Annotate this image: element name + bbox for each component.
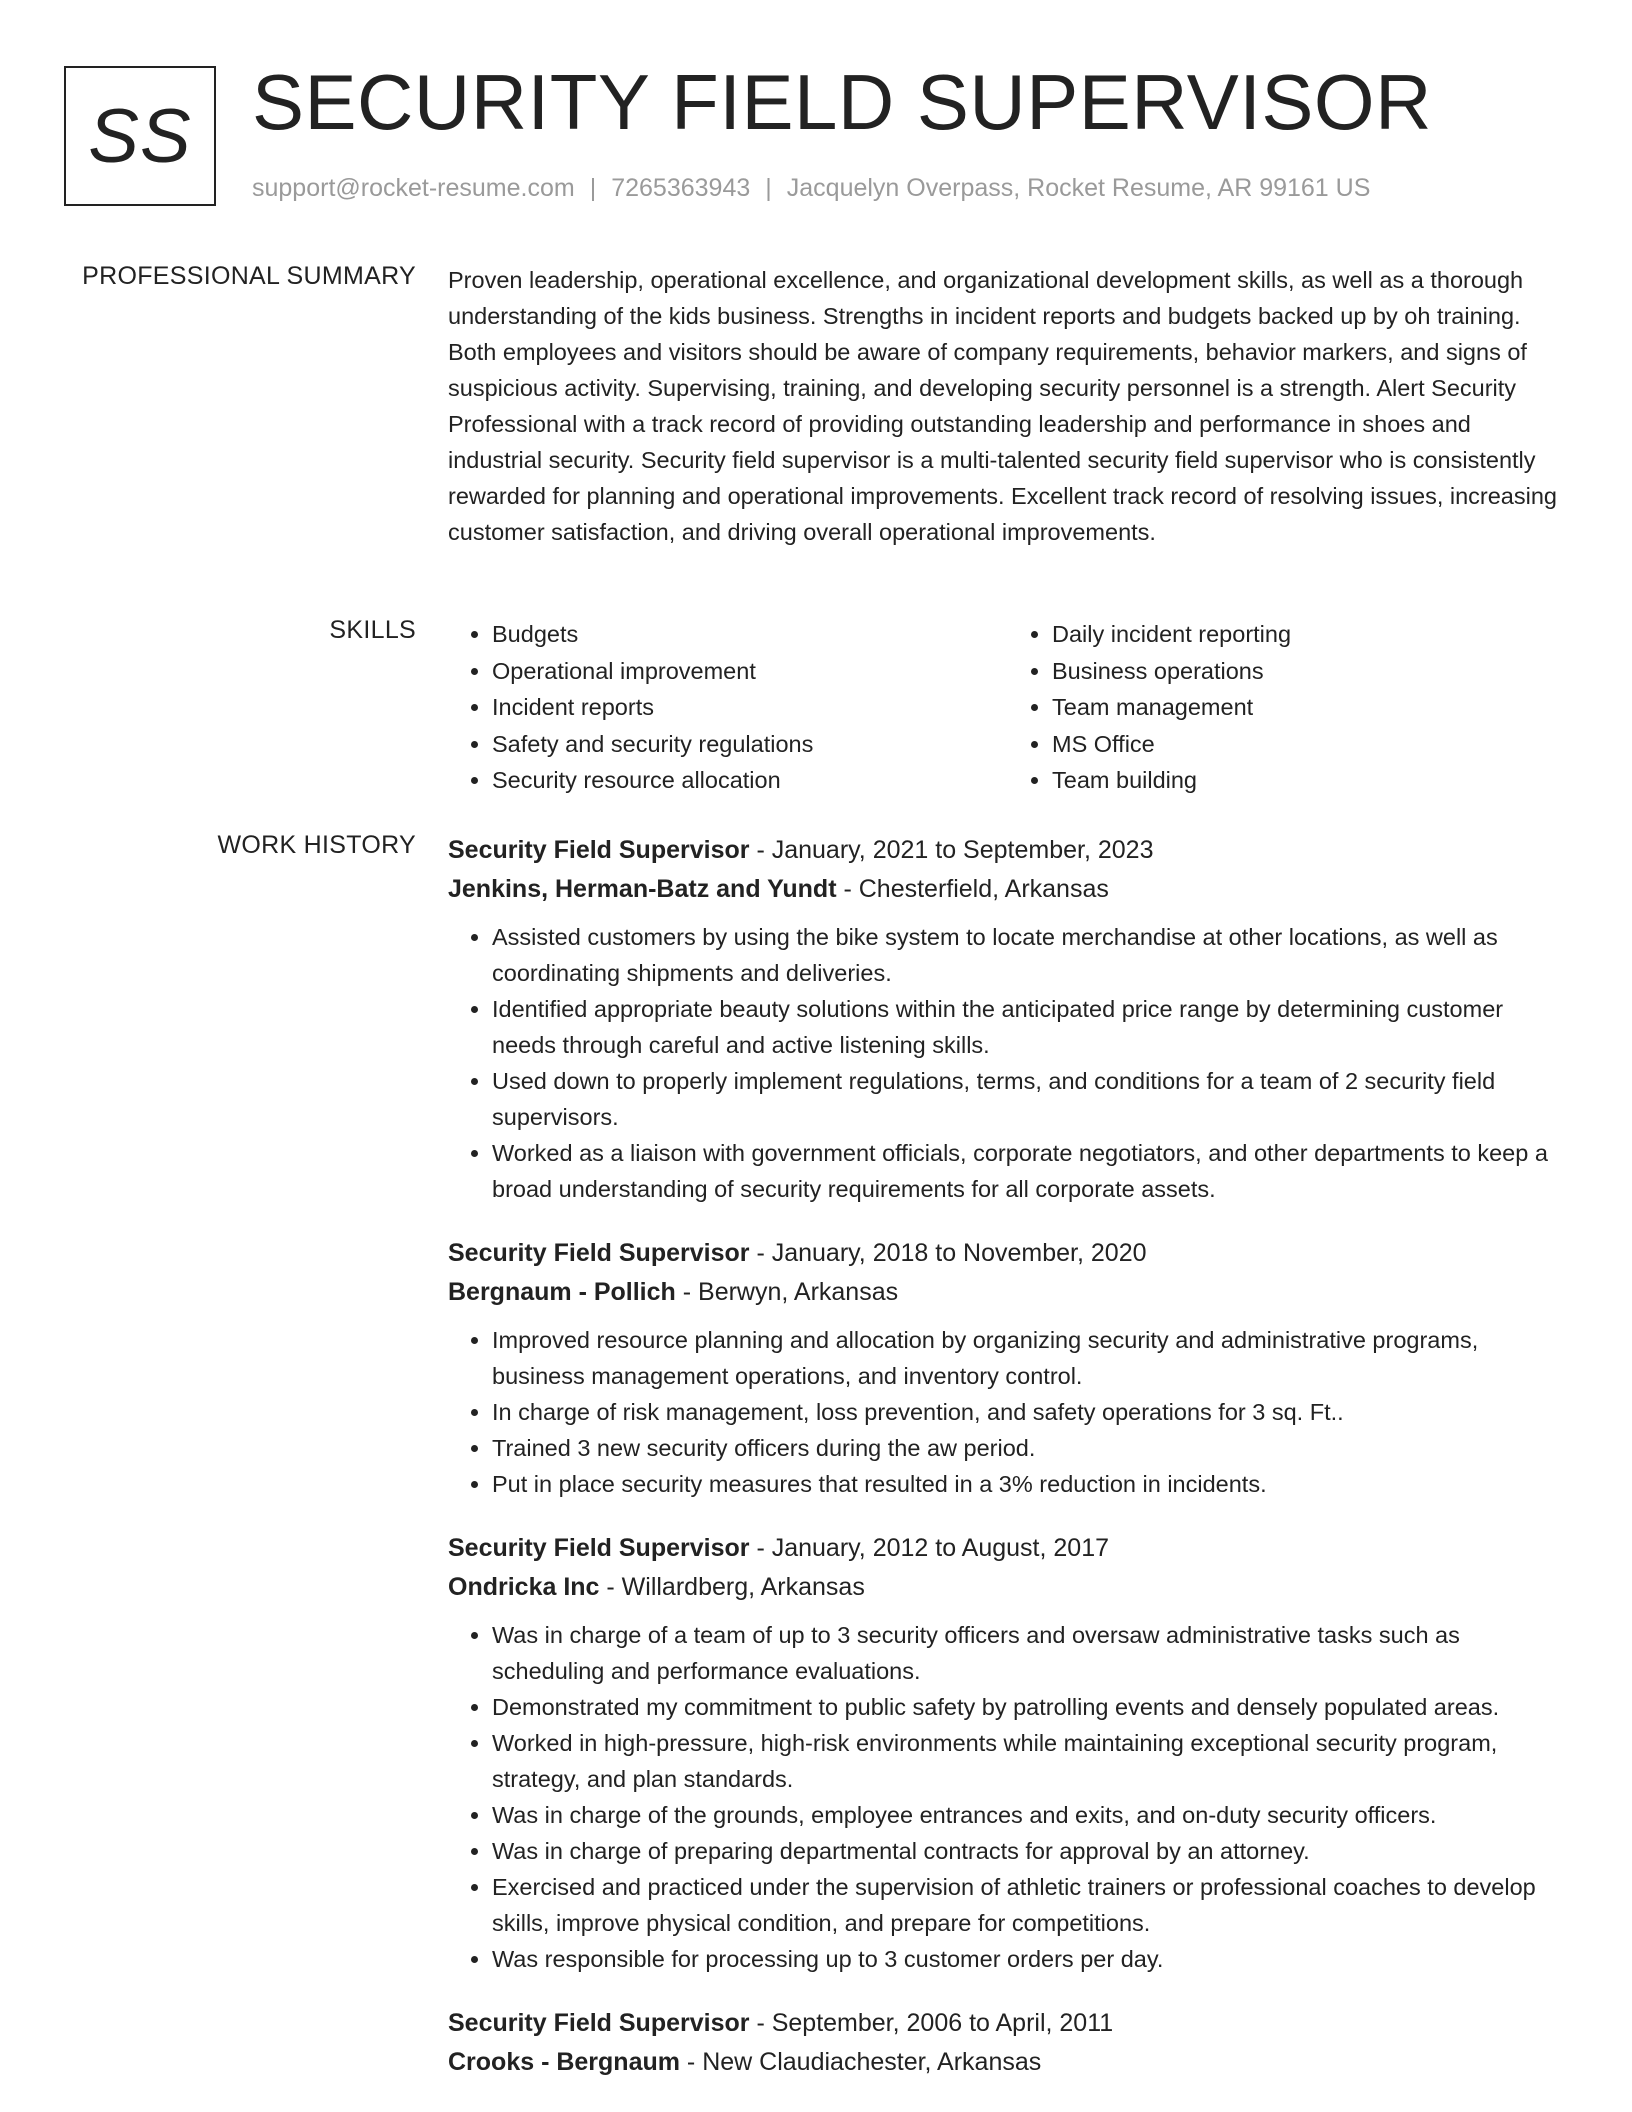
job-bullet: • Was in charge of a team of up to 3 security officers and oversaw administrative tasks such as scheduling and performance evaluations. [492,1617,1568,1689]
job-dash: - [749,836,772,864]
job-dash: - [675,1278,699,1306]
job-title-line [448,1529,1568,1568]
job-bullet: • Used down to properly implement regulations, terms, and conditions for a team of 2 security field supervisors. [492,1063,1568,1135]
skill-item: • Team management [1052,689,1568,726]
job-bullet: • Demonstrated my commitment to public safety by patrolling events and densely populated areas. [492,1689,1568,1725]
job-title-line [448,2004,1568,2043]
job-dash: - [836,875,859,903]
job-bullet: • Was in charge of preparing departmental contracts for approval by an attorney. [492,1833,1568,1869]
job-dash: - [599,1573,622,1601]
job-company-line [448,1273,1568,1312]
job-bullet: • In charge of risk management, loss prevention, and safety operations for 3 sq. Ft.. [492,1394,1568,1430]
work-history-heading: WORK HISTORY [217,831,416,859]
contact-separator: | [765,174,772,202]
job-bullet: • Worked as a liaison with government officials, corporate negotiators, and other departments to keep a broad understanding of security requirements for all corporate assets. [492,1135,1568,1207]
skill-item: • Security resource allocation [492,762,1008,799]
job-bullet: • Worked in high-pressure, high-risk environments while maintaining exceptional security program, strategy, and plan standards. [492,1725,1568,1797]
skill-item: • Business operations [1052,653,1568,690]
job-dates: January, 2021 to September, 2023 [771,836,1154,864]
skill-item: • Safety and security regulations [492,726,1008,763]
skills-column-left [448,616,1008,799]
job-dates: January, 2018 to November, 2020 [771,1239,1147,1267]
skill-item: • Daily incident reporting [1052,616,1568,653]
job-bullet: • Trained 3 new security officers during the aw period. [492,1430,1568,1466]
job-title: Security Field Supervisor [448,836,750,864]
job-location: New Claudiachester, Arkansas [702,2048,1042,2076]
job-list [448,831,1568,2109]
job-bullet: • Put in place security measures that resulted in a 3% reduction in incidents. [492,1466,1568,1502]
job-bullet: • Was responsible for processing up to 3 customer orders per day. [492,1941,1568,1977]
job-company-line [448,870,1568,909]
job-company: Jenkins, Herman-Batz and Yundt [448,875,837,903]
monogram-box [64,66,216,206]
monogram-initials: SS [88,93,192,179]
contact-address: Jacquelyn Overpass, Rocket Resume, AR 99161 US [786,174,1371,202]
job-dash: - [749,1534,772,1562]
skills-list [448,616,1568,799]
job-dash: - [749,1239,772,1267]
job-location: Chesterfield, Arkansas [858,875,1109,903]
job-company-line [448,1568,1568,1607]
job-company: Crooks - Bergnaum [448,2048,680,2076]
job-title: Security Field Supervisor [448,1239,750,1267]
job-dates: January, 2012 to August, 2017 [771,1534,1110,1562]
job-bullets [448,1322,1568,1502]
job-location: Berwyn, Arkansas [698,1278,899,1306]
job-bullet: • Was in charge of the grounds, employee entrances and exits, and on-duty security officers. [492,1797,1568,1833]
skill-item: • MS Office [1052,726,1568,763]
job-title: Security Field Supervisor [448,1534,750,1562]
job-entry [448,831,1568,1207]
skill-item: • Operational improvement [492,653,1008,690]
job-title: Security Field Supervisor [448,2009,750,2037]
contact-separator: | [589,174,597,202]
job-bullets [448,1617,1568,1977]
job-entry [448,1234,1568,1502]
job-company: Bergnaum - Pollich [448,1278,676,1306]
job-bullet: • Identified appropriate beauty solutions within the anticipated price range by determining customer needs through careful and active listening skills. [492,991,1568,1063]
skills-heading: SKILLS [329,616,416,644]
contact-email: support@rocket-resume.com [252,174,575,202]
job-title-line [448,831,1568,870]
job-dates: September, 2006 to April, 2011 [771,2009,1114,2037]
job-bullet: • Exercised and practiced under the supervision of athletic trainers or professional coaches to develop skills, improve physical condition, and prepare for competitions. [492,1869,1568,1941]
job-dash: - [749,2009,772,2037]
skill-item: • Team building [1052,762,1568,799]
job-location: Willardberg, Arkansas [621,1573,865,1601]
job-bullets [448,919,1568,1207]
job-entry [448,1529,1568,1977]
skill-item: • Budgets [492,616,1008,653]
job-title-line [448,1234,1568,1273]
job-bullet: • Improved resource planning and allocation by organizing security and administrative programs, business management operations, and inventory control. [492,1322,1568,1394]
resume-name: SECURITY FIELD SUPERVISOR [252,58,1432,146]
job-company-line [448,2043,1568,2082]
job-dash: - [679,2048,703,2076]
contact-line [252,174,1370,203]
summary-heading: PROFESSIONAL SUMMARY [82,262,416,290]
contact-phone: 7265363943 [611,174,751,202]
skill-item: • Incident reports [492,689,1008,726]
summary-text: Proven leadership, operational excellence, and organizational development skills, as well as a thorough understanding of the kids business. Strengths in incident reports and budgets backed up by oh training. Both employees and visitors should be aware of company requirements, behavior markers, and signs of suspicious activity. Supervising, training, and developing security personnel is a strength. Alert Security Professional with a track record of providing outstanding leadership and performance in shoes and industrial security. Security field supervisor is a multi-talented security field supervisor who is consistently rewarded for planning and operational improvements. Excellent track record of resolving issues, increasing customer satisfaction, and driving overall operational improvements. [448,267,1557,545]
job-company: Ondricka Inc [448,1573,600,1601]
summary-body [448,262,1568,550]
job-entry [448,2004,1568,2082]
job-bullet: • Assisted customers by using the bike system to locate merchandise at other locations, as well as coordinating shipments and deliveries. [492,919,1568,991]
skills-column-right [1008,616,1568,799]
